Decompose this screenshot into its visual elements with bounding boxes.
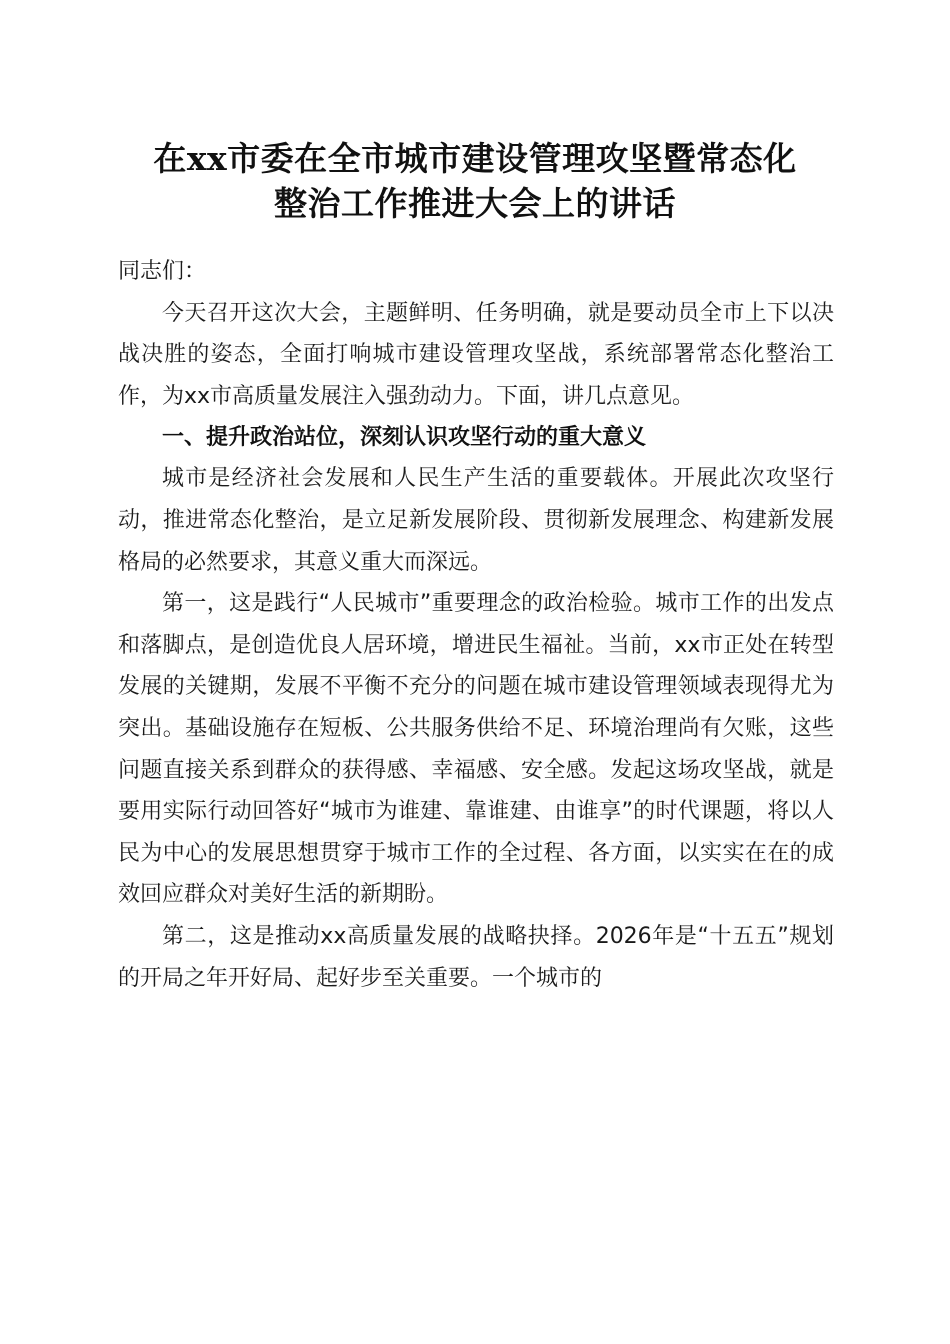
- document-title: [90, 136, 860, 226]
- document-body: [118, 251, 834, 999]
- paragraph-section-1-overview: 城市是经济社会发展和人民生产生活的重要载体。开展此次攻坚行动，推进常态化整治，是立足新发展阶段、贯彻新发展理念、构建新发展格局的必然要求，其意义重大而深远。: [118, 466, 834, 575]
- salutation: 同志们：: [118, 259, 207, 284]
- title-line-2: 整治工作推进大会上的讲话: [274, 184, 676, 223]
- paragraph-point-2: 第二，这是推动xx高质量发展的战略抉择。2026年是“十五五”规划的开局之年开好局、起好步至关重要。一个城市的: [118, 923, 834, 991]
- title-line-1: 在xx市委在全市城市建设管理攻坚暨常态化: [153, 139, 797, 178]
- paragraph-intro: 今天召开这次大会，主题鲜明、任务明确，就是要动员全市上下以决战决胜的姿态，全面打响城市建设管理攻坚战，系统部署常态化整治工作，为xx市高质量发展注入强劲动力。下面，讲几点意见。: [118, 300, 834, 409]
- paragraph-point-1: 第一，这是践行“人民城市”重要理念的政治检验。城市工作的出发点和落脚点，是创造优良人居环境，增进民生福祉。当前，xx市正处在转型发展的关键期，发展不平衡不充分的问题在城市建设管理领域表现得尤为突出。基础设施存在短板、公共服务供给不足、环境治理尚有欠账，这些问题直接关系到群众的获得感、幸福感、安全感。发起这场攻坚战，就是要用实际行动回答好“城市为谁建、靠谁建、由谁享”的时代课题，将以人民为中心的发展思想贯穿于城市工作的全过程、各方面，以实实在在的成效回应群众对美好生活的新期盼。: [118, 591, 834, 908]
- section-heading-1: 一、提升政治站位，深刻认识攻坚行动的重大意义: [162, 425, 647, 451]
